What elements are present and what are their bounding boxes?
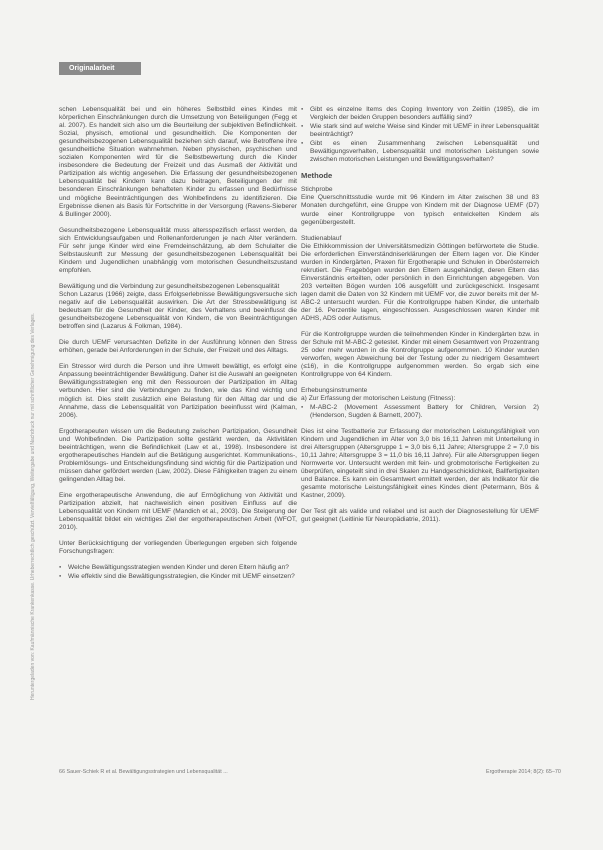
subheading: Stichprobe [301, 186, 333, 194]
left-column [59, 106, 297, 589]
section-label: Originalarbeit [59, 62, 141, 75]
paragraph: Für die Kontrollgruppe wurden die teilnehmenden Kinder in Kindergärten bzw. in der Schule mit M-ABC-2 getestet. Kinder mit einem Gesamtwert von Prozentrang 25 oder mehr wurden in die Kontrollgruppe aufgenommen. 10 Kinder wurden verworfen, wegen Abweichung bei der Testung oder zu niedrigem Gesamtwert (≤16), in die Kontrollgruppe aufgenommen werden. So ergab sich eine Kontrollgruppe von 64 Kindern. [301, 331, 539, 379]
paragraph: Unter Berücksichtigung der vorliegenden Überlegungen ergeben sich folgende Forschungsfragen: [59, 540, 297, 556]
footer-journal: Ergotherapie 2014; 8(2): 65–70 [486, 769, 561, 775]
instrument-label: a) Zur Erfassung der motorischen Leistung (Fitness): [301, 395, 456, 403]
paragraph: Dies ist eine Testbatterie zur Erfassung der motorischen Leistungsfähigkeit von Kindern und Jugendlichen im Alter von 3,0 bis 16,11 Jahren mit Unterteilung in drei Altersgruppen (Altersgruppe 1 = 3,0 bis 6,11 Jahre; Altersgruppe 2 = 7,0 bis 10,11 Jahre; Altersgruppe 3 = 11,0 bis 16,11 Jahre). Für alle Altersgruppen liegen Normwerte vor. Untersucht werden mit fein- und grobmotorische Fertigkeiten zu überprüfen, eingeteilt sind in drei Skalen zu Handgeschicklichkeit, Ballfertigkeiten und Balance. Es kann ein Gesamtwert ermittelt werden, der als Indikator für die gesamte motorische Leistungsfähigkeit eines Kindes dient (Petermann, Bös & Kastner, 2009). [301, 427, 539, 499]
subheading: Erhebungsinstrumente [301, 387, 368, 395]
paragraph: Ein Stressor wird durch die Person und ihre Umwelt bewältigt, es erfolgt eine Anpassung beeinträchtigender Bewältigung. Daher ist die Auswahl an geeigneten Bewältigungsstrategien eng mit den Ressourcen der Partizipation im Alltag verbunden. Hier sind die Verbindungen zu finden, wie das Kind wichtig und möglich ist. Dies stellt zusätzlich eine Belastung für den Alltag dar und die Annahme, dass die Lebensqualität von Partizipation beeinflusst wird (Kalman, 2006). [59, 363, 297, 419]
paragraph: Der Test gilt als valide und reliabel und ist auch der Diagnosestellung für UEMF gut geeignet (Leitlinie für Neuropädiatrie, 2011). [301, 508, 539, 524]
list-item: ▪ Wie stark sind auf welche Weise sind Kinder mit UEMF in ihrer Lebensqualität beeinträchtigt? [310, 123, 539, 139]
research-questions-list [59, 564, 297, 581]
list-item: ▪ Welche Bewältigungsstrategien wenden Kinder und deren Eltern häufig an? [68, 564, 297, 572]
paragraph: Eine Querschnittsstudie wurde mit 96 Kindern im Alter zwischen 38 und 83 Monaten durchgeführt, eine Gruppe von Kindern mit der Diagnose UEMF (D7) wurde einer Kontrollgruppe von typisch entwickelten Kindern als gegenübergestellt. [301, 194, 539, 226]
right-column [301, 106, 539, 532]
list-item: ▪ Wie effektiv sind die Bewältigungsstrategien, die Kinder mit UEMF einsetzen? [68, 573, 297, 581]
paragraph: Die Ethikkommission der Universitätsmedizin Göttingen befürwortete die Studie. Die erforderlichen Einverständniserklärungen der Eltern lagen vor. Die Kinder wurden in Kindergärten, Praxen für Ergotherapie und Schulen in Oberösterreich rekrutiert. Die Fragebögen wurden den Eltern ausgehändigt, deren Eltern das Einverständnis erteilten, oder persönlich in den Einrichtungen abgegeben. Von 203 verteilten Bögen wurden 106 ausgefüllt und zurückgeschickt. Insgesamt lagen damit die Daten von 32 Kindern mit UEMF vor, die zuvor bereits mit der M-ABC-2 untersucht wurden. Für die Kontrollgruppe haben Kinder, die unterhalb der 16. Perzentile lagen, eingeschlossen. Ausgeschlossen waren Kinder mit ADHS, ADS oder Autismus. [301, 242, 539, 323]
paragraph: Die durch UEMF verursachten Defizite in der Ausführung können den Stress erhöhen, gerade bei Anforderungen in der Schule, der Freizeit und des Alltags. [59, 339, 297, 355]
methods-heading: Methode [301, 171, 333, 181]
list-item: ▪ M-ABC-2 (Movement Assessment Battery for Children, Version 2) (Henderson, Sugden & Barnett, 2007). [310, 404, 539, 420]
subheading: Bewältigung und die Verbindung zur gesundheitsbezogenen Lebensqualität [59, 282, 280, 290]
list-item: ▪ Gibt es einen Zusammenhang zwischen Lebensqualität und Bewältigungsverhalten, Lebensqualität und motorischen Leistungen sowie zwischen motorischen Leistungen und Bewältigungsverhalten? [310, 140, 539, 164]
research-questions-list-continued [301, 106, 539, 164]
subheading: Studienablauf [301, 234, 342, 242]
footer-citation: 66 Sauer-Schiek R et al. Bewältigungsstrategien und Lebensqualität ... [59, 769, 228, 775]
paragraph: Gesundheitsbezogene Lebensqualität muss altersspezifisch erfasst werden, da sich Entwicklungsaufgaben und Rollenanforderungen je nach Alter verändern. Für sehr junge Kinder wird eine Fremdeinschätzung, ab dem Schulalter die Selbstauskunft zur Messung der gesundheitsbezogenen Lebensqualität bei Kindern und Jugendlichen unabhängig vom motorischen Gesundheitszustand empfohlen. [59, 226, 297, 274]
instrument-list [301, 404, 539, 420]
paragraph: Schon Lazarus (1966) zeigte, dass Erfolgserlebnisse Bewältigungsversuche sich negativ auf die Lebensqualität auswirken. Die Art der Stressbewältigung ist bedeutsam für die Gesundheit der Kinder, des Verhaltens und beeinflusst die gesundheitsbezogene Lebensqualität von Kindern, die von Beeinträchtigungen betroffen sind (Lazarus & Folkman, 1984). [59, 290, 297, 331]
paragraph: schen Lebensqualität bei und ein höheres Selbstbild eines Kindes mit körperlichen Einschränkungen durch die Umsetzung von Beteiligungen (Fegg et al. 2007). Es handelt sich also um die Beurteilung der subjektiven Befindlichkeit. Sozial, physisch, emotional und gesundheitlich. Die Komponenten der gesundheitsbezogenen Lebensqualität beziehen sich darauf, wie Betroffene ihre gesundheitliche Situation wahrnehmen. Neben physischen, psychischen und sozialen Komponenten wird für die Selbstbewertung durch die Kinder insbesondere die Bedeutung der Freizeit und das Ausmaß der Aktivität und Partizipation als wichtig angesehen. Die Erfassung der gesundheitsbezogenen Lebensqualität bei Kindern kann dazu beitragen, Beteiligungen der mit besonderen Einschränkungen behafteten Kinder zu erfassen und Bedürfnisse und mögliche Beeinträchtigungen des Wohlbefindens zu identifizieren. Die Ergebnisse dienen als Basis für Fortschritte in der Versorgung (Ravens-Sieberer & Bullinger 2000). [59, 106, 297, 218]
download-side-note: Heruntergeladen von: Kaufmännische Krankenkasse. Urheberrechtlich geschützt. Vervielfältigung, Weitergabe und Nachdruck nur mit schriftlicher Genehmigung des Verlages. [30, 312, 36, 700]
paragraph: Ergotherapeuten wissen um die Bedeutung zwischen Partizipation, Gesundheit und Wohlbefinden. Die Partizipation sollte gestärkt werden, da Aktivitäten beeinträchtigen, wenn die Befindlichkeit (Law et al., 1998). Insbesondere ist ergotherapeutisches Handeln auf die Betätigung ausgerichtet. Kommunikations-, Problemlösungs- und Entscheidungsfindung sind wichtig für die Partizipation und müssen daher gefördert werden (Law, 2002). Diese Fähigkeiten tragen zu einem gelingenden Alltag bei. [59, 427, 297, 483]
list-item: ▪ Gibt es einzelne Items des Coping Inventory von Zeitlin (1985), die im Vergleich der beiden Gruppen besonders auffällig sind? [310, 106, 539, 122]
paragraph: Eine ergotherapeutische Anwendung, die auf Ermöglichung von Aktivität und Partizipation abzielt, hat nachweislich einen positiven Einfluss auf die Lebensqualität von Kindern mit UEMF (Mandich et al., 2003). Die Steigerung der Lebensqualität bildet ein wichtiges Ziel der ergotherapeutischen Arbeit (WFOT, 2010). [59, 491, 297, 532]
